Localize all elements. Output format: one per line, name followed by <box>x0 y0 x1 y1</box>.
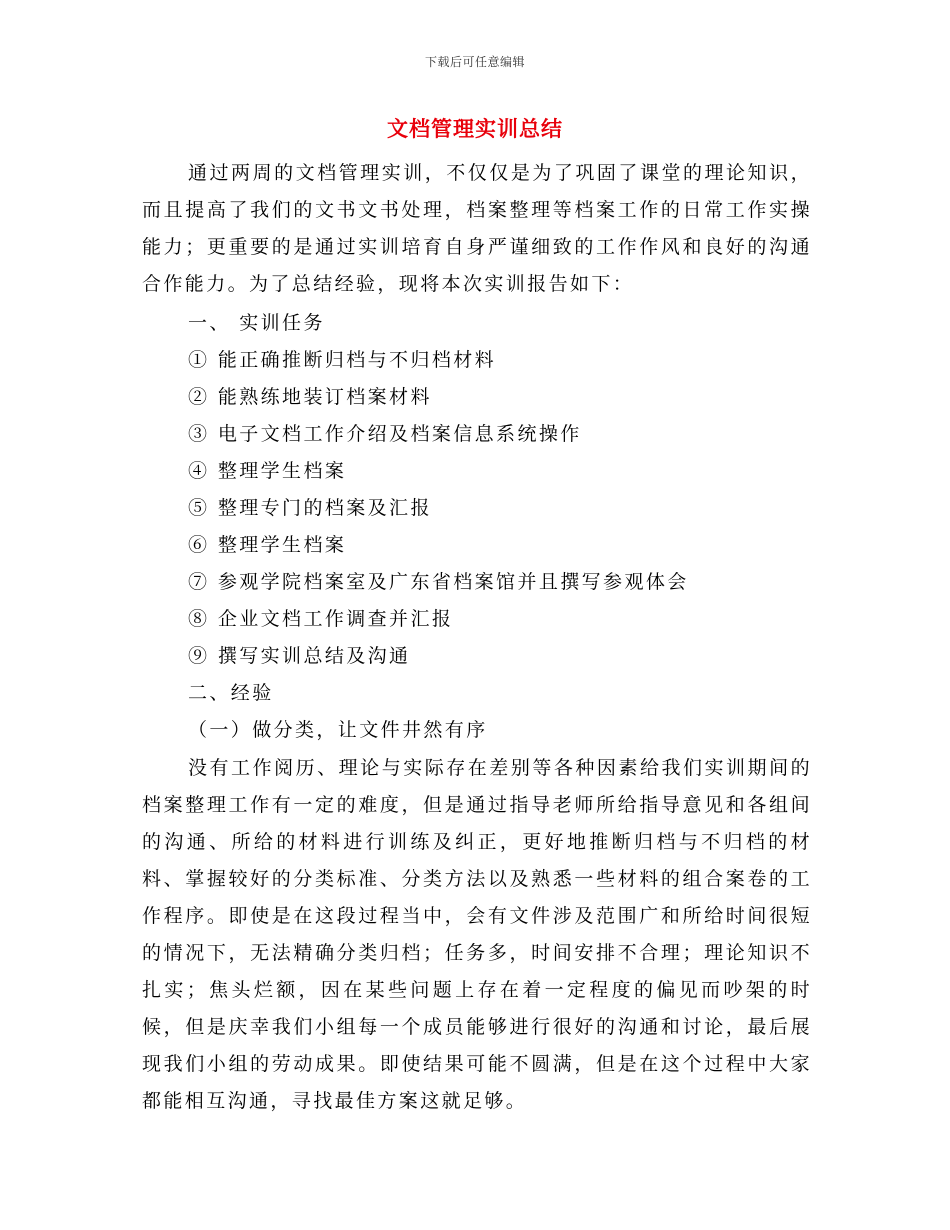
document-title: 文档管理实训总结 <box>387 116 563 141</box>
task-section <box>188 305 828 749</box>
task-item: ④ 整理学生档案 <box>188 460 347 482</box>
experience-section <box>142 750 812 1120</box>
task-item: ① 能正确推断归档与不归档材料 <box>188 349 497 371</box>
task-item: ⑦ 参观学院档案室及广东省档案馆并且撰写参观体会 <box>188 571 689 593</box>
task-item: ⑧ 企业文档工作调查并汇报 <box>188 608 454 630</box>
experience-paragraph: 没有工作阅历、理论与实际存在差别等各种因素给我们实训期间的档案整理工作有一定的难度，但是通过指导老师所给指导意见和各组间的沟通、所给的材料进行训练及纠正，更好地推断归档与不归档的材料、掌握较好的分类标准、分类方法以及熟悉一些材料的组合案卷的工作程序。即使是在这段过程当中，会有文件涉及范围广和所给时间很短的情况下，无法精确分类归档；任务多，时间安排不合理；理论知识不扎实；焦头烂额，因在某些问题上存在着一定程度的偏见而吵架的时候，但是庆幸我们小组每一个成员能够进行很好的沟通和讨论，最后展现我们小组的劳动成果。即使结果可能不圆满，但是在这个过程中大家都能相互沟通，寻找最佳方案这就足够。 <box>142 757 812 1112</box>
task-item: ⑨ 撰写实训总结及沟通 <box>188 645 411 667</box>
intro-paragraph: 通过两周的文档管理实训，不仅仅是为了巩固了课堂的理论知识，而且提高了我们的文书文书处理，档案整理等档案工作的日常工作实操能力；更重要的是通过实训培育自身严谨细致的工作作风和良好的沟通合作能力。为了总结经验，现将本次实训报告如下： <box>142 162 812 295</box>
task-item: ② 能熟练地装订档案材料 <box>188 386 432 408</box>
section-heading-experience: 二、经验 <box>188 682 274 704</box>
header-note: 下载后可任意编辑 <box>424 55 525 69</box>
task-item: ⑤ 整理专门的档案及汇报 <box>188 497 432 519</box>
intro-section <box>142 155 812 303</box>
task-item: ⑥ 整理学生档案 <box>188 534 347 556</box>
task-item: ③ 电子文档工作介绍及档案信息系统操作 <box>188 423 582 445</box>
section-heading-tasks: 一、 实训任务 <box>188 312 325 334</box>
subsection-heading-classification: （一）做分类，让文件井然有序 <box>188 719 488 741</box>
